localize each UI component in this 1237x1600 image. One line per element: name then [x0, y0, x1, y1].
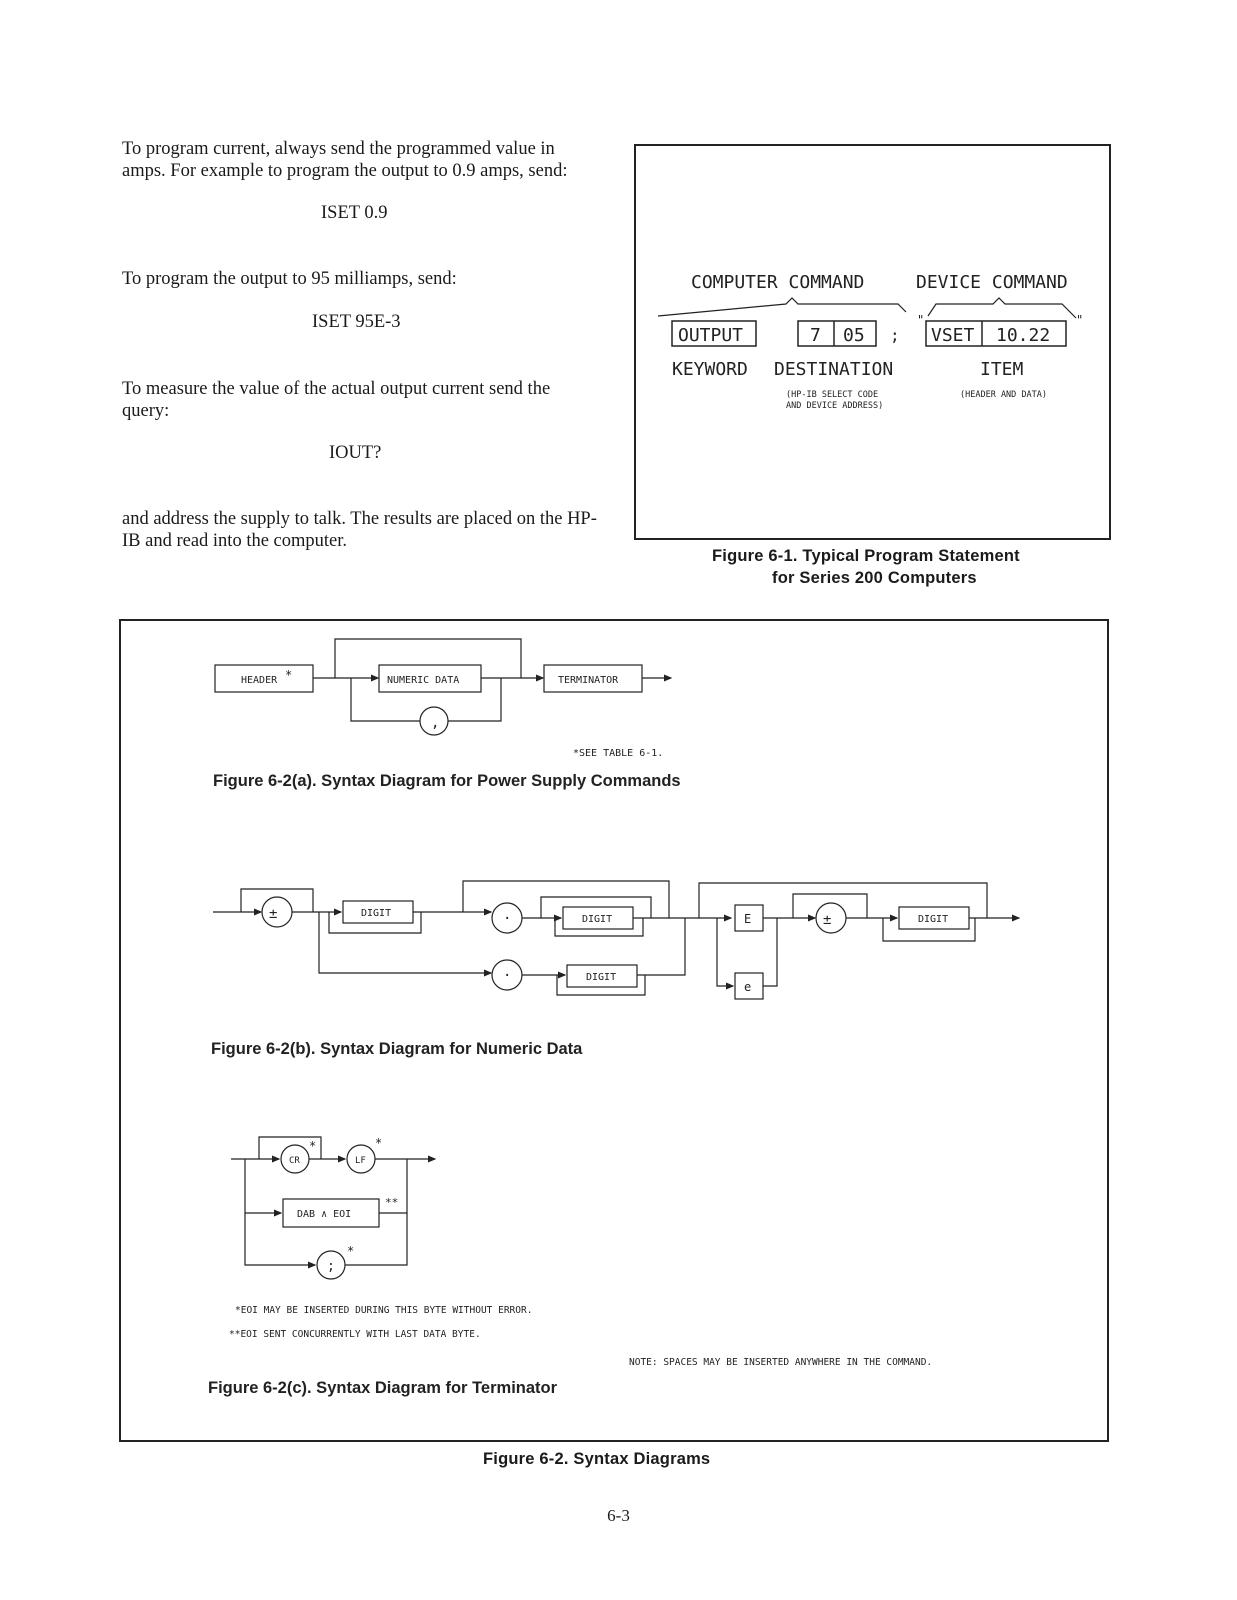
- text-vset: VSET: [931, 325, 975, 346]
- paragraph-address-supply: and address the supply to talk. The results are placed on the HP-IB and read into the computer.: [122, 509, 597, 551]
- text-comma: ,: [431, 715, 440, 731]
- note-eoi-inserted: *EOI MAY BE INSERTED DURING THIS BYTE WITHOUT ERROR.: [235, 1305, 533, 1316]
- text-dest-select-code: 7: [810, 325, 821, 346]
- figure-6-2a-caption: Figure 6-2(a). Syntax Diagram for Power Supply Commands: [213, 772, 681, 790]
- text-semicolon: ;: [890, 326, 900, 345]
- text-e-upper: E: [744, 912, 752, 926]
- text-cr: CR: [289, 1156, 300, 1166]
- text-digit-1: DIGIT: [361, 908, 392, 919]
- figure-6-2b-caption: Figure 6-2(b). Syntax Diagram for Numeric Data: [211, 1040, 583, 1058]
- text-cr-star: *: [309, 1139, 317, 1153]
- note-spaces: NOTE: SPACES MAY BE INSERTED ANYWHERE IN THE COMMAND.: [629, 1357, 933, 1368]
- figure-6-2-frame: [119, 619, 1109, 1442]
- text-lf: LF: [355, 1156, 366, 1166]
- text-quote-close: ": [1076, 313, 1084, 327]
- text-dab-eoi: DAB ∧ EOI: [297, 1209, 352, 1220]
- label-item: ITEM: [980, 359, 1024, 380]
- figure-6-1-diagram: [636, 146, 1109, 538]
- text-header: HEADER: [241, 675, 278, 686]
- text-digit-4: DIGIT: [918, 914, 949, 925]
- note-see-table: *SEE TABLE 6-1.: [573, 748, 664, 759]
- syntax-diagram-terminator: [231, 1137, 435, 1279]
- note-item: (HEADER AND DATA): [960, 390, 1047, 400]
- text-terminator: TERMINATOR: [558, 675, 619, 686]
- paragraph-program-current: To program current, always send the programmed value in amps. For example to program the output to 0.9 amps, send:: [122, 139, 568, 181]
- code-iset-09: ISET 0.9: [321, 203, 388, 223]
- text-output: OUTPUT: [678, 325, 744, 346]
- label-keyword: KEYWORD: [672, 359, 748, 380]
- brace-computer-command: [658, 298, 906, 316]
- note-eoi-concurrent: **EOI SENT CONCURRENTLY WITH LAST DATA BYTE.: [229, 1329, 481, 1340]
- label-device-command: DEVICE COMMAND: [916, 272, 1068, 293]
- note-destination-2: AND DEVICE ADDRESS): [786, 401, 884, 411]
- label-destination: DESTINATION: [774, 359, 894, 380]
- text-plus-minus-2: ±: [823, 912, 832, 928]
- text-plus-minus-1: ±: [269, 906, 278, 922]
- text-dest-address: 05: [843, 325, 865, 346]
- figure-6-2c-caption: Figure 6-2(c). Syntax Diagram for Terminator: [208, 1379, 558, 1397]
- brace-device-command: [928, 298, 1076, 318]
- figure-6-1-caption-line2: for Series 200 Computers: [772, 569, 977, 587]
- text-semicolon-star: *: [347, 1244, 355, 1258]
- text-double-star: **: [385, 1196, 399, 1209]
- text-dot-2: ·: [503, 968, 512, 984]
- text-header-star: *: [285, 668, 293, 682]
- code-iset-95e3: ISET 95E-3: [312, 312, 401, 332]
- text-digit-2: DIGIT: [582, 914, 613, 925]
- text-quote-open: ": [917, 313, 925, 327]
- page-number: 6-3: [607, 1506, 630, 1525]
- text-digit-3: DIGIT: [586, 972, 617, 983]
- text-e-lower: e: [744, 980, 752, 994]
- text-value: 10.22: [996, 325, 1051, 346]
- code-iout: IOUT?: [329, 443, 382, 463]
- figure-6-2-diagrams: [121, 621, 1107, 1440]
- label-computer-command: COMPUTER COMMAND: [691, 272, 865, 293]
- text-dot-1: ·: [503, 911, 512, 927]
- figure-6-1-frame: [634, 144, 1111, 540]
- text-semicolon: ;: [327, 1259, 335, 1274]
- text-numeric-data: NUMERIC DATA: [387, 675, 460, 686]
- figure-6-2-caption: Figure 6-2. Syntax Diagrams: [483, 1450, 711, 1468]
- figure-6-1-caption-line1: Figure 6-1. Typical Program Statement: [712, 547, 1020, 565]
- syntax-diagram-power-supply-commands: [215, 639, 671, 735]
- note-destination-1: (HP-IB SELECT CODE: [786, 390, 879, 400]
- paragraph-95-milliamps: To program the output to 95 milliamps, send:: [122, 269, 457, 289]
- paragraph-measure-current: To measure the value of the actual output current send the query:: [122, 379, 551, 421]
- text-lf-star: *: [375, 1136, 383, 1150]
